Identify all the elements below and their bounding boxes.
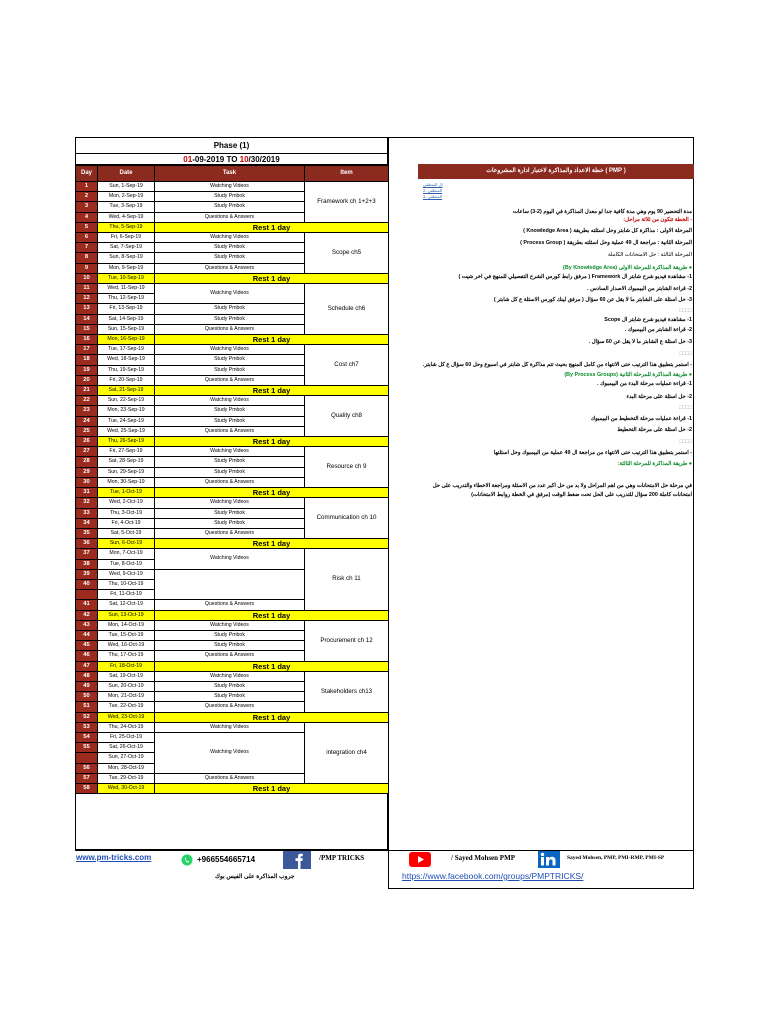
plan-line: مدة التحضير 90 يوم وهي مدة كافية جدا لو معدل المذاكرة في اليوم (2-3) ساعات (512, 209, 692, 215)
date-range (75, 153, 388, 165)
day-cell: 12 (76, 294, 98, 304)
date-cell: Tue, 29-Oct-19 (98, 773, 155, 783)
day-cell: 18 (76, 355, 98, 365)
day-cell: 23 (76, 406, 98, 416)
day-cell: 26 (76, 437, 98, 447)
day-cell: 56 (76, 763, 98, 773)
item-cell: Resource ch 9 (305, 447, 389, 488)
day-cell: 37 (76, 549, 98, 559)
task-cell: Questions & Answers (155, 375, 305, 385)
date-cell: Sun, 8-Sep-19 (98, 253, 155, 263)
task-cell: Study Pmbok (155, 406, 305, 416)
item-cell: Scope ch5 (305, 233, 389, 274)
item-cell: Quality ch8 (305, 396, 389, 437)
task-cell: Questions & Answers (155, 528, 305, 538)
plan-line: المرحلة الاولى : مذاكرة كل شابتر وحل اسئلته بطريقة ( Knowledge Area ) (523, 228, 692, 234)
item-cell: Cost ch7 (305, 345, 389, 386)
date-cell: Fri, 20-Sep-19 (98, 375, 155, 385)
task-cell: Questions & Answers (155, 426, 305, 436)
header-task: Task (155, 166, 305, 182)
task-cell: Watching Videos (155, 233, 305, 243)
table-row (76, 488, 389, 498)
day-cell: 1 (76, 182, 98, 192)
task-cell: Questions & Answers (155, 477, 305, 487)
day-cell: 31 (76, 488, 98, 498)
plan-line: □□□□ (678, 439, 692, 445)
task-cell: Study Pmbok (155, 630, 305, 640)
facebook-group-link[interactable]: https://www.facebook.com/groups/PMPTRICKS/ (402, 871, 584, 881)
date-cell: Thu, 26-Sep-19 (98, 437, 155, 447)
item-cell: Procurement ch 12 (305, 620, 389, 661)
date-cell: Sun, 13-Oct-19 (98, 610, 155, 620)
day-cell: 20 (76, 375, 98, 385)
plan-line: □□□□ (678, 308, 692, 314)
day-cell: 55 (76, 743, 98, 753)
day-cell: 34 (76, 518, 98, 528)
task-cell: Questions & Answers (155, 212, 305, 222)
day-cell: 40 (76, 579, 98, 589)
day-cell: 51 (76, 702, 98, 712)
plan-line: ● طريقة المذاكرة للمرحلة الاولى (By Knowledge Area) (563, 265, 692, 271)
date-cell: Mon, 9-Sep-19 (98, 263, 155, 273)
task-cell (155, 569, 305, 600)
rest-day-cell: Rest 1 day (155, 712, 389, 722)
task-cell: Questions & Answers (155, 324, 305, 334)
date-cell: Mon, 7-Oct-19 (98, 549, 155, 559)
date-cell: Sat, 28-Sep-19 (98, 457, 155, 467)
day-cell: 14 (76, 314, 98, 324)
item-cell: integration ch4 (305, 722, 389, 783)
day-cell: 13 (76, 304, 98, 314)
date-cell: Wed, 25-Sep-19 (98, 426, 155, 436)
day-cell: 4 (76, 212, 98, 222)
item-cell: Communication ch 10 (305, 498, 389, 539)
task-cell: Study Pmbok (155, 355, 305, 365)
day-cell: 22 (76, 396, 98, 406)
day-cell: 41 (76, 600, 98, 610)
date-cell: Sat, 7-Sep-19 (98, 243, 155, 253)
date-cell: Tue, 10-Sep-19 (98, 273, 155, 283)
date-cell: Sat, 21-Sep-19 (98, 386, 155, 396)
date-cell: Fri, 6-Sep-19 (98, 233, 155, 243)
date-cell: Sat, 12-Oct-19 (98, 600, 155, 610)
table-row (76, 620, 389, 630)
day-cell: 58 (76, 783, 98, 793)
range-end-month: 10 (239, 155, 249, 164)
table-row (76, 273, 389, 283)
day-cell: 47 (76, 661, 98, 671)
day-cell: 52 (76, 712, 98, 722)
date-cell: Wed, 4-Sep-19 (98, 212, 155, 222)
rest-day-cell: Rest 1 day (155, 335, 389, 345)
task-cell: Study Pmbok (155, 314, 305, 324)
table-row (76, 386, 389, 396)
day-cell: 19 (76, 365, 98, 375)
plan-line: في مرحلة حل الامتحانات وهي من اهم المراحل ولا بد من حل اكبر عدد من الاسئلة ومراجعة الاخطاء والتدريب على حل (432, 483, 692, 489)
date-cell: Wed, 23-Oct-19 (98, 712, 155, 722)
date-cell: Tue, 1-Oct-19 (98, 488, 155, 498)
date-cell: Sun, 20-Oct-19 (98, 681, 155, 691)
day-cell: 8 (76, 253, 98, 263)
day-cell: 48 (76, 671, 98, 681)
date-cell: Fri, 25-Oct-19 (98, 732, 155, 742)
day-cell: 9 (76, 263, 98, 273)
table-row (76, 233, 389, 243)
date-cell: Thu, 10-Oct-19 (98, 579, 155, 589)
day-cell: 29 (76, 467, 98, 477)
table-header-row (76, 166, 389, 182)
plan-line: المرحلة الثانية : مراجعة ال 49 عملية وحل اسئلته بطريقة ( Process Group ) (520, 240, 692, 246)
plan-line: 2- حل اسئلة على مرحلة التخطيط (617, 427, 692, 433)
date-cell: Thu, 12-Sep-19 (98, 294, 155, 304)
day-cell: 30 (76, 477, 98, 487)
header-date: Date (98, 166, 155, 182)
plan-line: ● طريقة المذاكرة للمرحلة الثانية (By Process Groups) (564, 372, 692, 378)
day-cell: 38 (76, 559, 98, 569)
phase-title: Phase (1) (75, 137, 388, 153)
day-cell: 24 (76, 416, 98, 426)
day-cell: 17 (76, 345, 98, 355)
date-cell: Fri, 27-Sep-19 (98, 447, 155, 457)
date-cell: Tue, 17-Sep-19 (98, 345, 155, 355)
task-cell: Questions & Answers (155, 651, 305, 661)
task-cell: Study Pmbok (155, 681, 305, 691)
rest-day-cell: Rest 1 day (155, 661, 389, 671)
task-cell: Study Pmbok (155, 692, 305, 702)
task-cell: Study Pmbok (155, 508, 305, 518)
date-cell: Wed, 18-Sep-19 (98, 355, 155, 365)
day-cell: 42 (76, 610, 98, 620)
date-cell: Tue, 3-Sep-19 (98, 202, 155, 212)
rest-day-cell: Rest 1 day (155, 222, 389, 232)
website-link[interactable]: www.pm-tricks.com (76, 853, 152, 862)
table-row (76, 783, 389, 793)
day-cell: 49 (76, 681, 98, 691)
task-cell: Watching Videos (155, 732, 305, 773)
date-cell: Sat, 14-Sep-19 (98, 314, 155, 324)
date-cell: Mon, 2-Sep-19 (98, 192, 155, 202)
day-cell: 57 (76, 773, 98, 783)
date-cell: Sun, 6-Oct-19 (98, 539, 155, 549)
date-cell: Thu, 5-Sep-19 (98, 222, 155, 232)
range-start-rest: -09-2019 TO (192, 155, 240, 164)
date-cell: Fri, 18-Oct-19 (98, 661, 155, 671)
date-cell: Mon, 23-Sep-19 (98, 406, 155, 416)
plan-line: امتحانات كاملة 200 سؤال للتدريب على الحل تحت ضغط الوقت (مرفق في الخطة روابط الامتحانات) (471, 492, 692, 498)
task-cell: Study Pmbok (155, 202, 305, 212)
task-cell: Study Pmbok (155, 641, 305, 651)
task-cell: Study Pmbok (155, 457, 305, 467)
date-cell: Tue, 22-Oct-19 (98, 702, 155, 712)
table-row (76, 396, 389, 406)
table-row (76, 661, 389, 671)
table-row (76, 712, 389, 722)
day-cell: 39 (76, 569, 98, 579)
day-cell: 10 (76, 273, 98, 283)
whatsapp-number[interactable]: +966554665714 (197, 855, 256, 864)
range-start-day: 01 (183, 155, 193, 164)
header-item: Item (305, 166, 389, 182)
day-cell: 54 (76, 732, 98, 742)
day-cell: 15 (76, 324, 98, 334)
task-cell: Questions & Answers (155, 263, 305, 273)
whatsapp-icon[interactable] (181, 854, 193, 866)
task-cell: Study Pmbok (155, 243, 305, 253)
task-cell: Watching Videos (155, 345, 305, 355)
table-row (76, 335, 389, 345)
youtube-channel[interactable]: / Sayed Mohsen PMP (451, 854, 515, 862)
schedule-table (75, 165, 389, 794)
table-row (76, 498, 389, 508)
day-cell: 11 (76, 284, 98, 294)
tiny-link[interactable]: 2- المنطقي (423, 188, 443, 193)
date-cell: Wed, 11-Sep-19 (98, 284, 155, 294)
date-cell: Mon, 28-Oct-19 (98, 763, 155, 773)
date-cell: Thu, 19-Sep-19 (98, 365, 155, 375)
day-cell: 21 (76, 386, 98, 396)
task-cell: Questions & Answers (155, 773, 305, 783)
item-cell: Risk ch 11 (305, 549, 389, 610)
date-cell: Sun, 15-Sep-19 (98, 324, 155, 334)
rest-day-cell: Rest 1 day (155, 610, 389, 620)
plan-line: 2- قراءة الشابتر من البيمبوك . (624, 327, 692, 333)
plan-line: □□□□ (678, 405, 692, 411)
date-cell: Fri, 4-Oct-19 (98, 518, 155, 528)
table-row (76, 610, 389, 620)
date-cell: Sun, 1-Sep-19 (98, 182, 155, 192)
item-cell: Schedule ch6 (305, 284, 389, 335)
day-cell: 35 (76, 528, 98, 538)
day-cell: 45 (76, 641, 98, 651)
task-cell: Watching Videos (155, 549, 305, 569)
plan-line: 1- مشاهدة فيديو شرح شابتر ال Scope (604, 317, 692, 323)
date-cell: Thu, 17-Oct-19 (98, 651, 155, 661)
range-end-rest: /30/2019 (248, 155, 280, 164)
plan-line: - استمر بتطبيق هذا الترتيب حتى الانتهاء من كامل المنهج بحيث تتم مذاكرة كل شابتر في اسبوع وحل 60 سؤال ع كل شابتر. (422, 362, 692, 368)
day-cell: 33 (76, 508, 98, 518)
date-cell: Sat, 19-Oct-19 (98, 671, 155, 681)
task-cell: Watching Videos (155, 396, 305, 406)
footer-divider (75, 850, 694, 851)
rest-day-cell: Rest 1 day (155, 386, 389, 396)
plan-line: المرحلة الثالثة : حل الامتحانات الكاملة (608, 252, 692, 258)
date-cell: Fri, 13-Sep-19 (98, 304, 155, 314)
table-row (76, 182, 389, 192)
day-cell: 2 (76, 192, 98, 202)
tiny-link[interactable]: ال المنطقي (423, 182, 443, 187)
facebook-icon[interactable] (283, 851, 311, 869)
linkedin-icon[interactable] (538, 851, 560, 868)
table-row (76, 549, 389, 559)
plan-line: 1- قراءة عمليات مرحلة البدء من البيمبوك . (596, 381, 692, 387)
date-cell: Sun, 27-Oct-19 (98, 753, 155, 763)
date-cell: Mon, 16-Sep-19 (98, 335, 155, 345)
rest-day-cell: Rest 1 day (155, 783, 389, 793)
date-cell: Sun, 29-Sep-19 (98, 467, 155, 477)
facebook-page[interactable]: /PMP TRICKS (319, 854, 365, 862)
day-cell: 50 (76, 692, 98, 702)
rest-day-cell: Rest 1 day (155, 539, 389, 549)
day-cell: 44 (76, 630, 98, 640)
task-cell: Watching Videos (155, 498, 305, 508)
plan-line: 3- حل اسئلة ع الشابتر ما لا يقل عن 60 سؤال . (588, 339, 692, 345)
date-cell: Thu, 3-Oct-19 (98, 508, 155, 518)
rest-day-cell: Rest 1 day (155, 488, 389, 498)
table-row (76, 437, 389, 447)
day-cell: 3 (76, 202, 98, 212)
table-row (76, 722, 389, 732)
day-cell (76, 753, 98, 763)
date-cell: Tue, 15-Oct-19 (98, 630, 155, 640)
date-cell: Fri, 11-Oct-19 (98, 590, 155, 600)
date-cell: Wed, 2-Oct-19 (98, 498, 155, 508)
task-cell: Study Pmbok (155, 467, 305, 477)
table-row (76, 671, 389, 681)
day-cell (76, 590, 98, 600)
day-cell: 27 (76, 447, 98, 457)
task-cell: Study Pmbok (155, 304, 305, 314)
table-row (76, 539, 389, 549)
plan-line: - الخطة تتكون من ثلاثة مراحل: (623, 217, 692, 223)
plan-header: ( PMP ) خطة الاعداد والمذاكرة لاختبار ادارة المشروعات (418, 164, 694, 179)
task-cell: Watching Videos (155, 620, 305, 630)
task-cell: Study Pmbok (155, 365, 305, 375)
table-row (76, 345, 389, 355)
day-cell: 5 (76, 222, 98, 232)
date-cell: Tue, 24-Sep-19 (98, 416, 155, 426)
task-cell: Study Pmbok (155, 518, 305, 528)
task-cell: Watching Videos (155, 671, 305, 681)
task-cell: Questions & Answers (155, 600, 305, 610)
task-cell: Watching Videos (155, 182, 305, 192)
panel-frame (388, 137, 694, 889)
table-row (76, 447, 389, 457)
plan-line: 2- حل اسئلة على مرحلة البدء (626, 394, 692, 400)
task-cell: Watching Videos (155, 447, 305, 457)
group-label: جروب المذاكرة على الفيس بوك (215, 874, 295, 880)
plan-line: - استمر بتطبيق هذا الترتيب حتى الانتهاء من مراجعة ال 49 عملية من البيمبوك وحل اسئلتها (493, 450, 692, 456)
task-cell: Study Pmbok (155, 416, 305, 426)
rest-day-cell: Rest 1 day (155, 273, 389, 283)
date-cell: Wed, 16-Oct-19 (98, 641, 155, 651)
task-cell: Study Pmbok (155, 253, 305, 263)
table-body (76, 182, 389, 794)
plan-line: ● طريقة المذاكرة للمرحلة الثالثة: (617, 461, 692, 467)
day-cell: 25 (76, 426, 98, 436)
task-cell: Watching Videos (155, 284, 305, 304)
table-row (76, 222, 389, 232)
linkedin-profile[interactable]: Sayed Mohsen, PMP, PMI-RMP, PMI-SP (567, 855, 665, 861)
day-cell: 43 (76, 620, 98, 630)
table-row (76, 284, 389, 294)
plan-line: 1- قراءة عمليات مرحلة التخطيط من البيمبوك (590, 416, 692, 422)
day-cell: 7 (76, 243, 98, 253)
item-cell: Stakeholders ch13 (305, 671, 389, 712)
item-cell: Framework ch 1+2+3 (305, 182, 389, 223)
date-cell: Mon, 14-Oct-19 (98, 620, 155, 630)
date-cell: Thu, 24-Oct-19 (98, 722, 155, 732)
plan-line: 2- قراءة الشابتر من البيمبوك الاصدار السادس . (587, 286, 692, 292)
day-cell: 32 (76, 498, 98, 508)
day-cell: 53 (76, 722, 98, 732)
date-cell: Mon, 21-Oct-19 (98, 692, 155, 702)
plan-line: 3- حل اسئلة على الشابتر ما لا يقل عن 60 سؤال ( مرفق لينك كورس الاسئلة ع كل شابتر ) (493, 297, 692, 303)
day-cell: 16 (76, 335, 98, 345)
rest-day-cell: Rest 1 day (155, 437, 389, 447)
youtube-icon[interactable] (409, 852, 431, 867)
date-cell: Mon, 30-Sep-19 (98, 477, 155, 487)
task-cell: Questions & Answers (155, 702, 305, 712)
date-cell: Sun, 22-Sep-19 (98, 396, 155, 406)
date-cell: Wed, 30-Oct-19 (98, 783, 155, 793)
plan-line: 1- مشاهدة فيديو شرح شابتر ال Framework ( مرفق رابط كورس الشرح التفصيلي للمنهج في اخر شيت ) (458, 274, 692, 280)
header-day: Day (76, 166, 98, 182)
day-cell: 46 (76, 651, 98, 661)
date-cell: Tue, 8-Oct-19 (98, 559, 155, 569)
task-cell: Watching Videos (155, 722, 305, 732)
day-cell: 28 (76, 457, 98, 467)
date-cell: Sat, 26-Oct-19 (98, 743, 155, 753)
day-cell: 36 (76, 539, 98, 549)
task-cell: Study Pmbok (155, 192, 305, 202)
date-cell: Wed, 9-Oct-19 (98, 569, 155, 579)
tiny-link[interactable]: 3- المنطقي (423, 194, 443, 199)
day-cell: 6 (76, 233, 98, 243)
plan-line: □□□□ (678, 351, 692, 357)
date-cell: Sat, 5-Oct-19 (98, 528, 155, 538)
